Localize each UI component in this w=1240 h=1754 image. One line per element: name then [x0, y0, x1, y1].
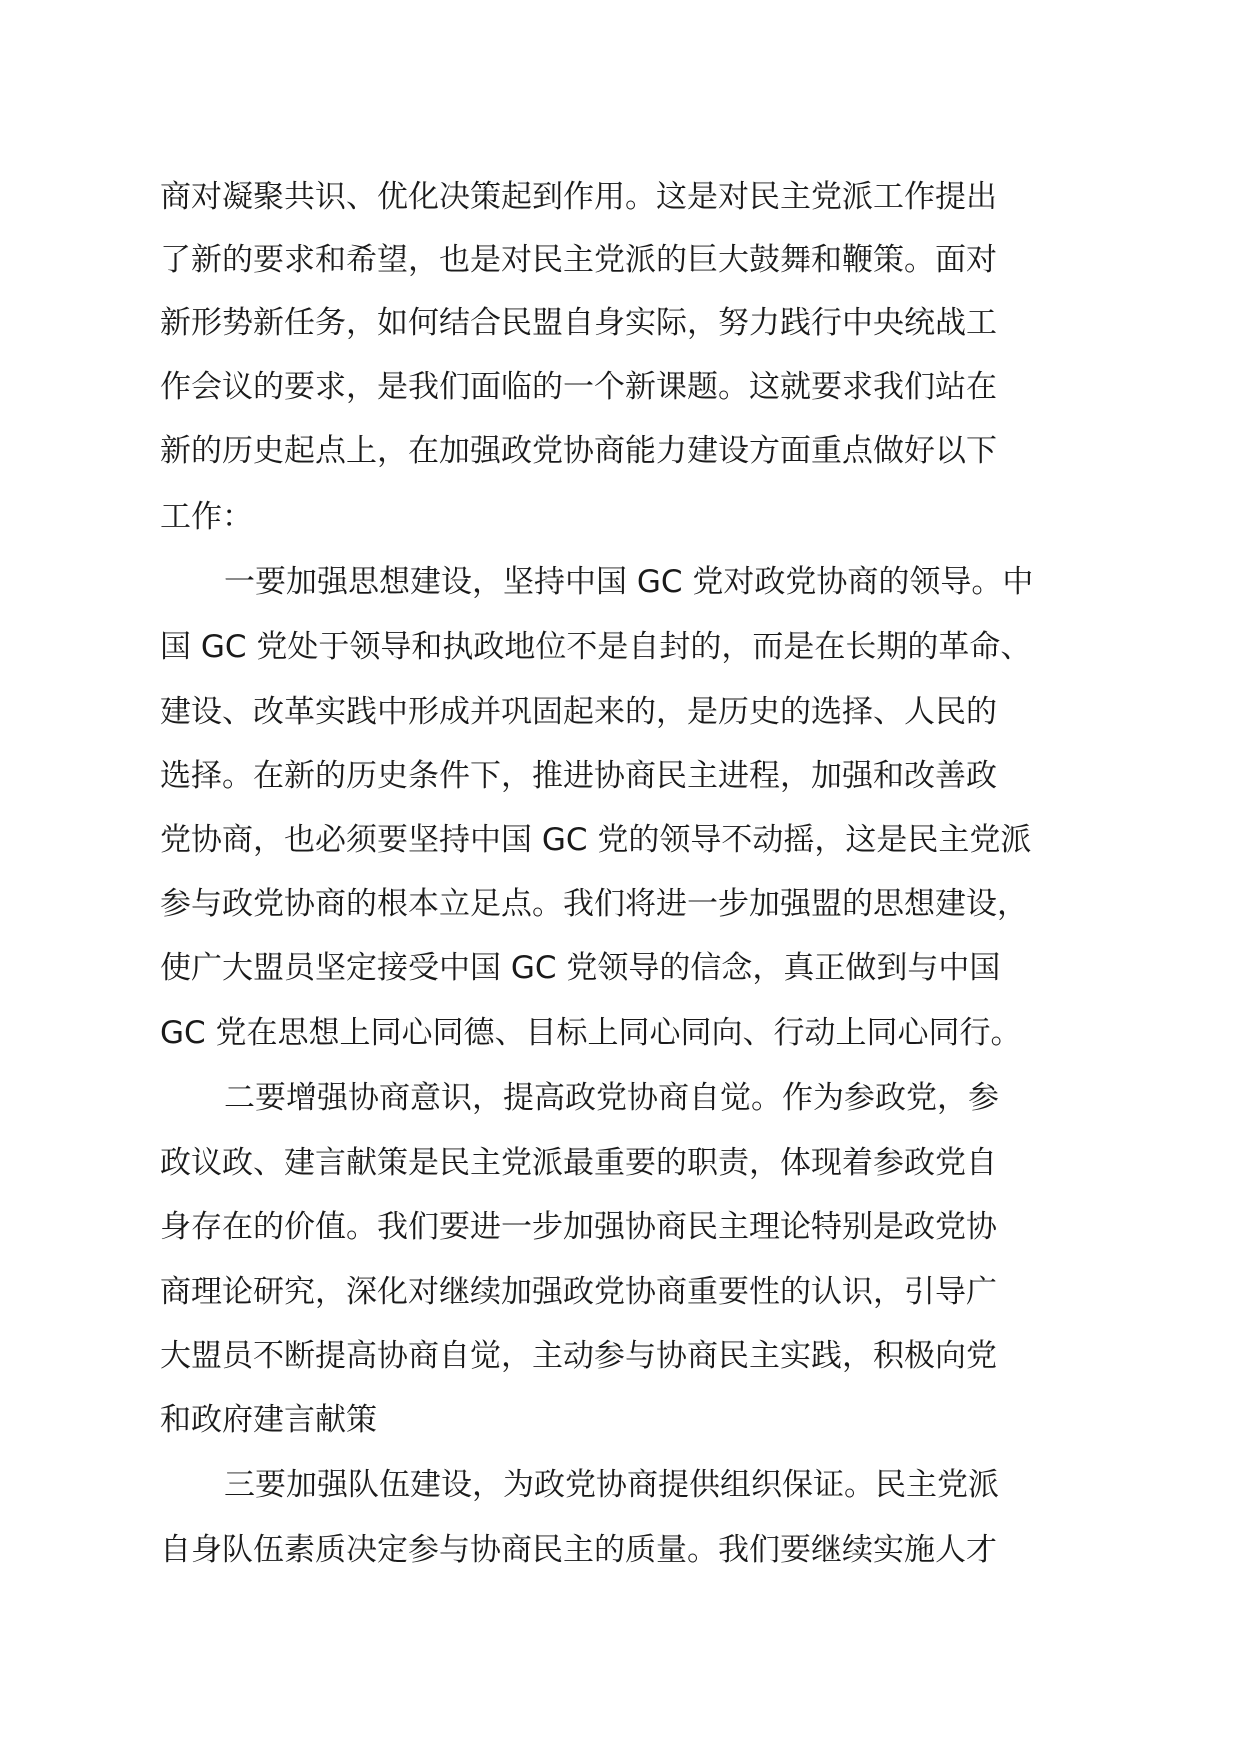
text-line: 商对凝聚共识、优化决策起到作用。这是对民主党派工作提出 — [160, 179, 997, 215]
text-line: 新的历史起点上，在加强政党协商能力建设方面重点做好以下 — [160, 433, 997, 469]
text-line: GC 党在思想上同心同德、目标上同心同向、行动上同心同行。 — [160, 1015, 1022, 1051]
text-line: 商理论研究，深化对继续加强政党协商重要性的认识，引导广 — [160, 1274, 997, 1310]
text-line: 参与政党协商的根本立足点。我们将进一步加强盟的思想建设， — [160, 886, 1028, 922]
paragraph-2-first-line: 二要增强协商意识，提高政党协商自觉。作为参政党，参 — [224, 1080, 999, 1116]
text-line: 作会议的要求，是我们面临的一个新课题。这就要求我们站在 — [160, 369, 997, 405]
text-line: 新形势新任务，如何结合民盟自身实际，努力践行中央统战工 — [160, 305, 997, 341]
text-line: 使广大盟员坚定接受中国 GC 党领导的信念，真正做到与中国 — [160, 950, 1001, 986]
text-line: 身存在的价值。我们要进一步加强协商民主理论特别是政党协 — [160, 1209, 997, 1245]
text-line: 了新的要求和希望，也是对民主党派的巨大鼓舞和鞭策。面对 — [160, 242, 997, 278]
text-line: 自身队伍素质决定参与协商民主的质量。我们要继续实施人才 — [160, 1532, 997, 1568]
text-line: 选择。在新的历史条件下，推进协商民主进程，加强和改善政 — [160, 758, 997, 794]
text-line: 党协商，也必须要坚持中国 GC 党的领导不动摇，这是民主党派 — [160, 822, 1032, 858]
paragraph-3-first-line: 三要加强队伍建设，为政党协商提供组织保证。民主党派 — [224, 1467, 999, 1503]
text-line: 工作： — [160, 499, 253, 535]
text-line: 大盟员不断提高协商自觉，主动参与协商民主实践，积极向党 — [160, 1338, 997, 1374]
text-line: 建设、改革实践中形成并巩固起来的，是历史的选择、人民的 — [160, 694, 997, 730]
text-line: 政议政、建言献策是民主党派最重要的职责，体现着参政党自 — [160, 1145, 997, 1181]
text-line: 国 GC 党处于领导和执政地位不是自封的，而是在长期的革命、 — [160, 629, 1032, 665]
paragraph-1-first-line: 一要加强思想建设，坚持中国 GC 党对政党协商的领导。中 — [224, 564, 1034, 600]
text-line: 和政府建言献策 — [160, 1402, 377, 1438]
